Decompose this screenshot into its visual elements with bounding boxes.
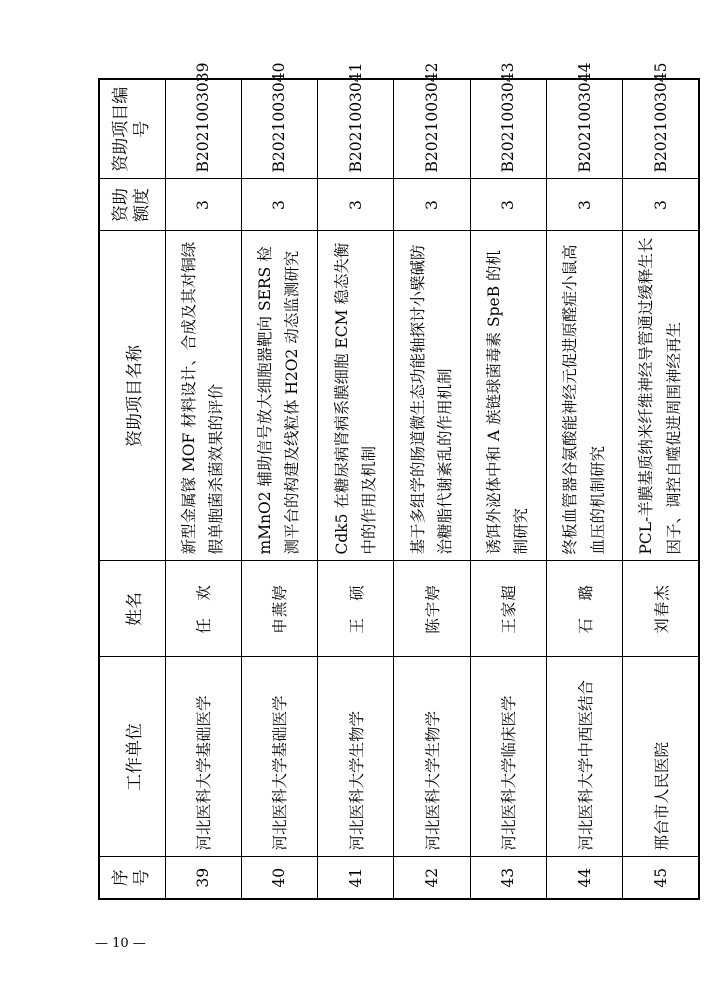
- cell-index: 41: [318, 857, 394, 899]
- header-unit: 工作单位: [99, 657, 165, 857]
- cell-index: 45: [623, 857, 699, 899]
- cell-title: mMnO2 辅助信号放大细胞器靶向 SERS 检测平台的构建及线粒体 H2O2 动态监测研究: [241, 231, 317, 561]
- cell-amount: 3: [318, 179, 394, 231]
- cell-name: 任 欢: [165, 561, 241, 657]
- cell-amount: 3: [241, 179, 317, 231]
- table-row: [394, 79, 470, 899]
- cell-name: 石 璐: [546, 561, 622, 657]
- cell-name: 王 硕: [318, 561, 394, 657]
- cell-title: 诱饵外泌体中和 A 族链球菌毒素 SpeB 的机制研究: [470, 231, 546, 561]
- cell-code: B2021003042: [394, 79, 470, 179]
- cell-index: 42: [394, 857, 470, 899]
- cell-index: 43: [470, 857, 546, 899]
- funding-table: [98, 62, 700, 900]
- cell-code: B2021003040: [241, 79, 317, 179]
- cell-title: Cdk5 在糖尿病肾病系膜细胞 ECM 稳态失衡中的作用及机制: [318, 231, 394, 561]
- header-index: 序号: [99, 857, 165, 899]
- cell-index: 44: [546, 857, 622, 899]
- cell-title: 新型金属镓 MOF 材料设计、合成及其对铜绿假单胞菌杀菌效果的评价: [165, 231, 241, 561]
- cell-code: B2021003044: [546, 79, 622, 179]
- funding-table-rotated: [98, 62, 700, 900]
- page-number: — 10 —: [95, 936, 146, 951]
- cell-unit: 河北医科大学临床医学: [470, 657, 546, 857]
- header-code: 资助项目编号: [99, 79, 165, 179]
- cell-amount: 3: [623, 179, 699, 231]
- table-row: [318, 79, 394, 899]
- header-name: 姓名: [99, 561, 165, 657]
- cell-unit: 河北医科大学基础医学: [241, 657, 317, 857]
- cell-name: 陈宇婷: [394, 561, 470, 657]
- table-header-row: [99, 79, 165, 899]
- cell-name: 王家超: [470, 561, 546, 657]
- header-amount: 资助额度: [99, 179, 165, 231]
- cell-index: 40: [241, 857, 317, 899]
- cell-title: 基于多组学的肠道微生态功能轴探讨小檗碱防治糖脂代谢紊乱的作用机制: [394, 231, 470, 561]
- table-row: [241, 79, 317, 899]
- cell-unit: 邢台市人民医院: [623, 657, 699, 857]
- cell-code: B2021003045: [623, 79, 699, 179]
- cell-amount: 3: [394, 179, 470, 231]
- header-title: 资助项目名称: [99, 231, 165, 561]
- cell-title: 终板血管器谷氨酸能神经元促进原醛症小鼠高血压的机制研究: [546, 231, 622, 561]
- cell-unit: 河北医科大学生物学: [394, 657, 470, 857]
- cell-unit: 河北医科大学基础医学: [165, 657, 241, 857]
- cell-amount: 3: [470, 179, 546, 231]
- cell-unit: 河北医科大学中西医结合: [546, 657, 622, 857]
- cell-index: 39: [165, 857, 241, 899]
- cell-amount: 3: [165, 179, 241, 231]
- cell-amount: 3: [546, 179, 622, 231]
- cell-code: B2021003041: [318, 79, 394, 179]
- cell-title: PCL-羊膜基质纳米纤维神经导管通过缓释生长因子、调控自噬促进周围神经再生: [623, 231, 699, 561]
- cell-code: B2021003039: [165, 79, 241, 179]
- table-row: [623, 79, 699, 899]
- cell-code: B2021003043: [470, 79, 546, 179]
- table-row: [546, 79, 622, 899]
- table-row: [470, 79, 546, 899]
- cell-unit: 河北医科大学生物学: [318, 657, 394, 857]
- cell-name: 申燕婷: [241, 561, 317, 657]
- table-row: [165, 79, 241, 899]
- cell-name: 刘春杰: [623, 561, 699, 657]
